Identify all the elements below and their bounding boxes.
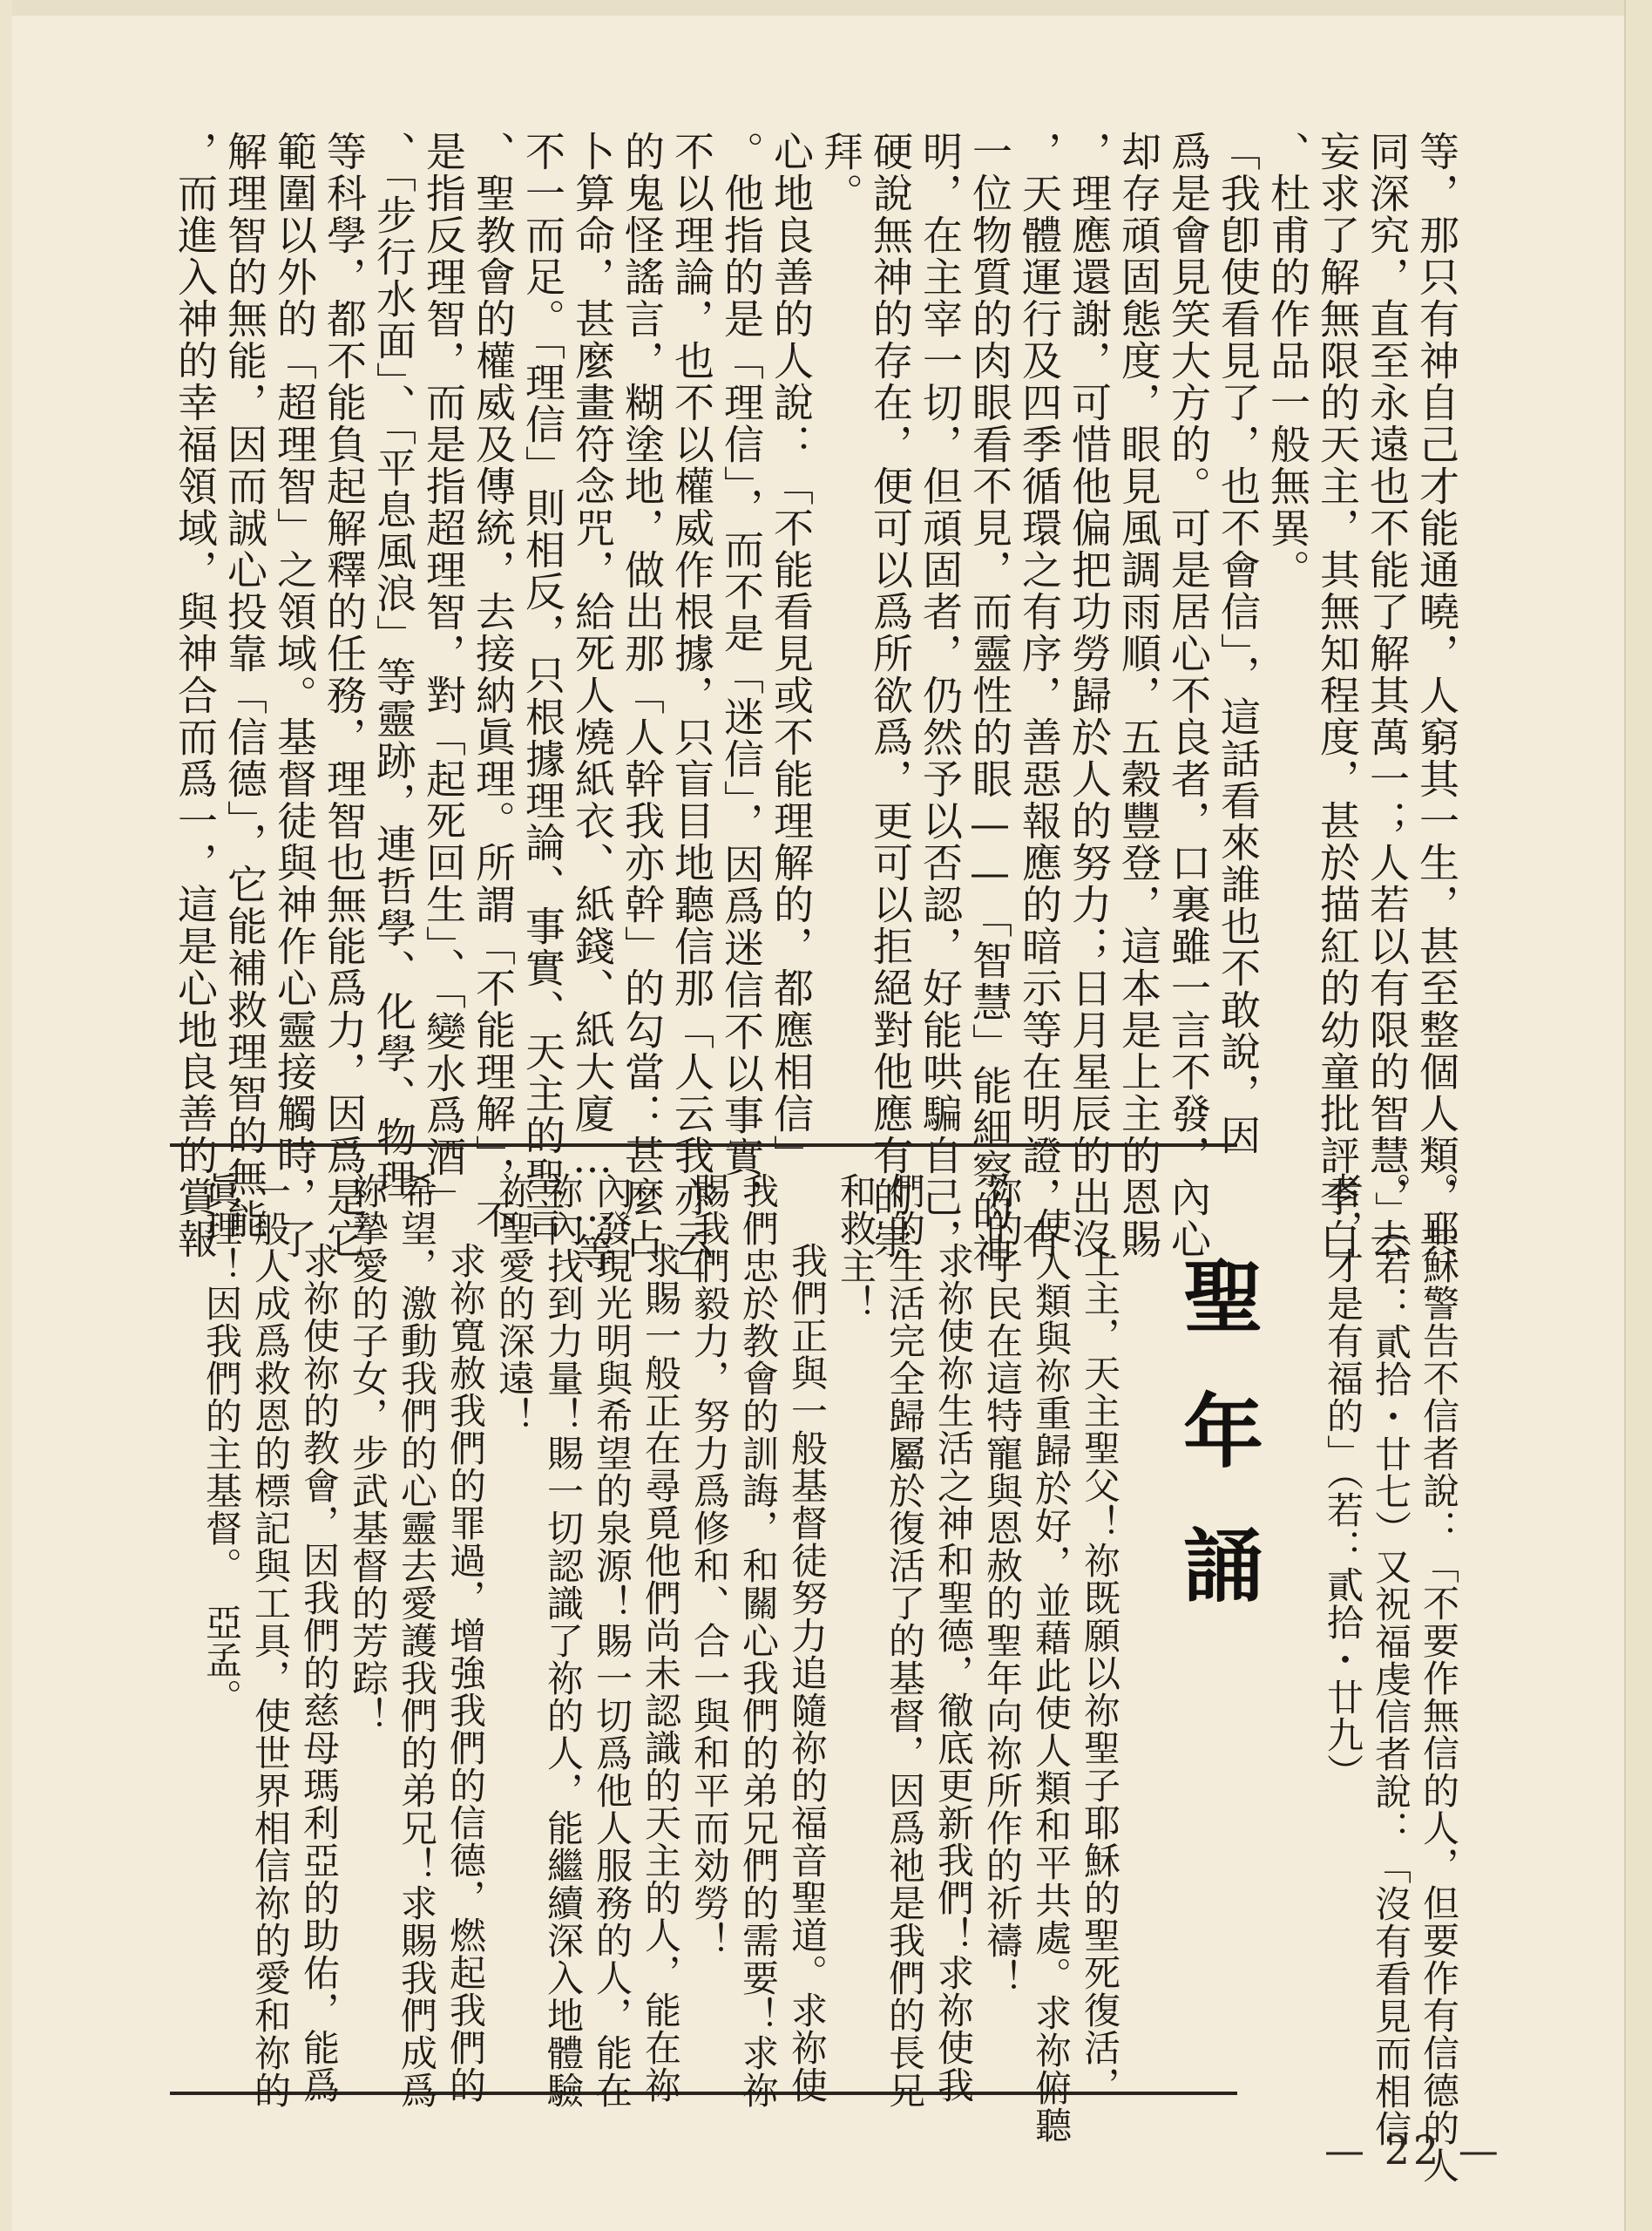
- text-column: 明，在主宰一切，但頑固者，仍然予以否認，好能哄騙自己，: [917, 131, 964, 1260]
- text-column: ，而進入神的幸福領域，與神合而爲一，這是心地良善的賞報: [172, 131, 219, 1260]
- prayer-column: 祢內找到力量！賜一切認識了祢的人，能繼續深入地體驗: [542, 1172, 585, 2109]
- text-column: 是指反理智，而是指超理智，對「起死回生」、「變水爲酒」: [420, 131, 467, 1220]
- text-column: 一位物質的肉眼看不見，而靈性的眼——「智慧」能細察的神: [966, 131, 1013, 1274]
- text-column: 「我卽使看見了，也不會信」，這話看來誰也不敢說，因: [1215, 131, 1262, 1156]
- prayer-column: 眞理！因我們的主基督。 亞孟。: [200, 1172, 243, 1716]
- text-column: 解理智的無能，因而誠心投靠「信德」，它能補救理智的無能: [221, 131, 268, 1240]
- prayer-column: 上主，天主聖父！祢既願以祢聖子耶穌的聖死復活，: [1079, 1242, 1121, 2104]
- text-column: 拜。: [817, 131, 864, 214]
- text-column: 硬說無神的存在，便可以爲所欲爲，更可以拒絕對他應有的崇: [867, 131, 914, 1260]
- prayer-column: 一般人成爲救恩的標記與工具，使世界相信祢的愛和祢的: [249, 1172, 292, 2109]
- text-column: 。」（若：貳拾・廿七）又祝福虔信者說：「沒有看見而相信: [1370, 1172, 1412, 2147]
- prayer-column: 祢聖愛的深遠！: [493, 1172, 536, 1434]
- text-column: 卜算命，甚麼畫符念咒，給死人燒紙衣、紙錢、紙大廈……等: [569, 131, 616, 1274]
- text-column: 。他指的是「理信」，而不是「迷信」，因爲迷信不以事實，: [718, 131, 765, 1220]
- prayer-column: 內發現光明與希望的泉源！賜一切爲他人服務的人，能在: [591, 1172, 633, 2109]
- text-column: 範圍以外的「超理智」之領域。基督徒與神作心靈接觸時，了: [271, 131, 318, 1260]
- prayer-column: 求賜一般正在尋覓他們尚未認識的天主的人，能在祢: [640, 1242, 682, 2104]
- prayer-column: 求祢使祢生活之神和聖德，徹底更新我們！求祢使我: [932, 1242, 975, 2104]
- text-column: ，理應還謝，可惜他偏把功勞歸於人的努力；日月星辰的出沒: [1066, 131, 1113, 1260]
- prayer-title: 聖年誦: [1170, 1255, 1263, 1658]
- text-column: 等，那只有神自己才能通曉，人窮其一生，甚至整個人類，共: [1413, 131, 1460, 1260]
- prayer-column: 我們忠於教會的訓誨，和關心我們的弟兄們的需要！求祢: [737, 1172, 780, 2109]
- page-edge-left: [0, 0, 12, 2231]
- prayer-column: 和救主！: [835, 1172, 877, 1322]
- prayer-column: 們的生活完全歸屬於復活了的基督，因爲祂是我們的長兄: [884, 1172, 926, 2109]
- text-column: 、杜甫的作品一般無異。: [1264, 131, 1311, 591]
- text-column: 同深究，直至永遠也不能了解其萬一；人若以有限的智慧，去: [1364, 131, 1411, 1260]
- text-column: 不以理論，也不以權威作根據，只盲目地聽信那「人云我亦云」: [668, 131, 715, 1302]
- prayer-column: 求祢使祢的教會，因我們的慈母瑪利亞的助佑，能爲: [298, 1242, 341, 2104]
- prayer-column: 賜我們毅力，努力爲修和、合一與和平而効勞！: [688, 1172, 731, 1959]
- page-edge-top: [0, 0, 1652, 16]
- text-column: 的鬼怪謠言，糊塗地，做出那「人幹我亦幹」的勾當：甚麼占: [619, 131, 666, 1260]
- prayer-column: 祢摯愛的子女，步武基督的芳踪！: [347, 1172, 389, 1734]
- text-column: ，天體運行及四季循環之有序，善惡報應的暗示等在明證，有: [1016, 131, 1063, 1260]
- text-column: 不一而足。「理信」則相反，只根據理論、事實、天主的聖言: [519, 131, 566, 1240]
- prayer-column: 祢的子民在這特寵與恩赦的聖年向祢所作的祈禱！: [981, 1172, 1024, 1997]
- prayer-top-rule: [170, 1143, 1237, 1147]
- text-column: 爲是會見笑大方的。可是居心不良者，口裏雖一言不發，內心: [1165, 131, 1212, 1260]
- text-column: 、聖教會的權威及傳統，去接納眞理。所謂「不能理解」，不: [470, 131, 517, 1240]
- prayer-column: 我們正與一般基督徒努力追隨祢的福音聖道。求祢使: [786, 1242, 829, 2104]
- prayer-column: 使人類與祢重歸於好，並藉此使人類和平共處。求祢俯聽: [1030, 1207, 1073, 2144]
- text-column: 心地良善的人說：「不能看見或不能理解的，都應相信」: [768, 131, 815, 1177]
- text-column: 等科學，都不能負起解釋的任務，理智也無能爲力，因爲是它: [321, 131, 368, 1260]
- page-binding-edge: [1624, 0, 1652, 2231]
- text-column: 妄求了解無限的天主，其無知程度，甚於描紅的幼童批評李白: [1314, 131, 1361, 1260]
- text-column: 。耶穌警告不信者說：「不要作無信的人，但要作有信德的人: [1418, 1172, 1460, 2184]
- prayer-column: 求祢寬赦我們的罪過，增強我們的信德，燃起我們的: [444, 1242, 487, 2104]
- text-column: 却存頑固態度，眼見風調雨順，五穀豐登，這本是上主的恩賜: [1115, 131, 1162, 1260]
- page-number: — 22 —: [1324, 2126, 1502, 2173]
- text-column: 、「步行水面」、「平息風浪」等靈跡，連哲學、化學、物理: [370, 131, 417, 1200]
- prayer-column: 希望，激動我們的心靈去愛護我們的弟兄！求賜我們成爲: [396, 1172, 438, 2109]
- text-column: 者，才是有福的」（若：貳拾・廿九）: [1322, 1172, 1364, 1791]
